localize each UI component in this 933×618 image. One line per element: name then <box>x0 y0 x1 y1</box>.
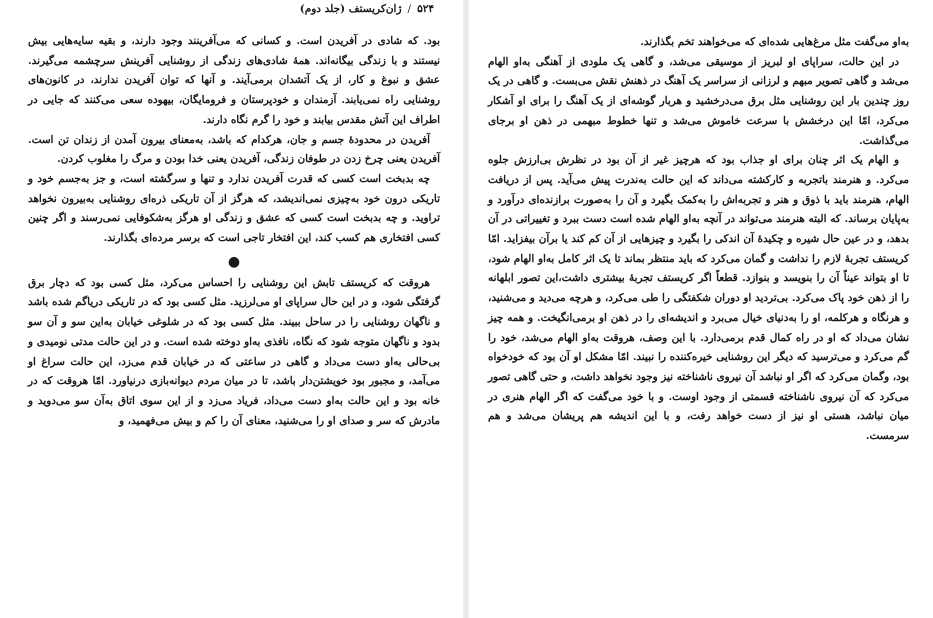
running-header <box>28 0 440 18</box>
paragraph: در این حالت، سراپای او لبریز از موسیقی می‌شد، و گاهی یک ملودی از آهنگی به‌او الهام می‌شد و گاهی تصویر مبهم و لرزانی از سراسر یک آهنگ در ذهنش نقش می‌بست. و گاهی در یک روز چندین بار این روشنایی مثل برق می‌درخشید و هربار گوشه‌ای از یک آهنگ را برای او آشکار می‌کرد، امّا این درخشش با سرعت خاموش می‌شد و تنها خطوط مبهمی در ذهن او برجای می‌گذاشت. <box>488 55 909 147</box>
section-divider: ● <box>227 253 241 270</box>
right-page-body <box>488 33 909 447</box>
paragraph: بود. که شادی در آفریدن است. و کسانی که می‌آفرینند وجود دارند، و بقیه سایه‌هایی بیش نیستند و با زندگی بیگانه‌اند. همهٔ شادی‌های زندگی از روشنایی آفرینش سرچشمه می‌گیرند. عشق و نبوغ و کار، از یک آتشدان برمی‌آیند. و آنها که توان آفریدن ندارند، در کانون‌های روشنایی راه نمی‌یابند. آزمندان و خودپرستان و فرومایگان، بیهوده سعی می‌کنند که جایی در اطراف این آتش مقدس بیابند و خود را گرم نگاه دارند. <box>28 35 440 126</box>
left-page-body <box>28 32 440 431</box>
paragraph: چه بدبخت است کسی که قدرت آفریدن ندارد و تنها و سرگشته است، و جز به‌جسم خود و تاریکی درون خود به‌چیزی نمی‌اندیشد، که هرگز از آن تاریکی ذره‌ای روشنایی به‌بیرون نخواهد تراوید. و چه بدبخت است کسی که عشق و زندگی او هرگز به‌شکوفایی نمی‌رسند و اگر چنین کسی افتخاری هم کسب کند، این افتخار تاجی است که برسر مرده‌ای بگذارند. <box>28 172 440 245</box>
paragraph: به‌او می‌گفت مثل مرغ‌هایی شده‌ای که می‌خواهند تخم بگذارند. <box>640 36 909 48</box>
right-page <box>466 0 933 618</box>
paragraph: هروقت که کریستف تابش این روشنایی را احساس می‌کرد، مثل کسی بود که دچار برق گرفتگی شود، و در این حال سراپای او می‌لرزید. مثل کسی بود که در تاریکی دریاگم شده باشد و ناگهان روشنایی را در ساحل ببیند. مثل کسی بود که در شلوغی خیابان به‌این سو و آن سو بدود و ناگهان متوجه شود که نگاه، نافذی به‌او دوخته شده است. و در این حالت مدتی نومیدی و بی‌حالی به‌او دست می‌داد و گاهی در ساعتی که در خیابان قدم می‌زد، این حالت سراغ او می‌آمد، و مجبور بود خویشتن‌دار باشد، تا در میان مردم دیوانه‌بازی درنیاورد. امّا هروقت که در خانه بود و این حالت به‌او دست می‌داد، فریاد می‌زد و از این سوی اتاق به‌آن سو می‌دوید و مادرش که سر و صدای او را می‌شنید، معنای آن را کم و بیش می‌فهمید، و <box>28 276 440 427</box>
left-page <box>0 0 466 618</box>
header-separator: / <box>407 3 412 15</box>
page-number: ۵۲۴ <box>417 3 434 15</box>
paragraph: و الهام یک اثر چنان برای او جذاب بود که هرچیز غیر از آن بود در نظرش بی‌ارزش جلوه می‌کرد. و هنرمند باتجربه و کارکشته می‌داند که این حالت به‌ندرت پیش می‌آید. پس از دریافت الهام، هنرمند باید با ذوق و هنر و تجربه‌اش را به‌کمک بگیرد و آن را به‌صورت برازنده‌ای درآورد و به‌پایان برساند. که البته هنرمند می‌تواند در آنچه به‌او الهام شده است دست ببرد و تغییراتی در آن بدهد، و در عین حال شیره و چکیدهٔ آن اندکی را بگیرد و چیزهایی از آن کم کند یا برآن بیفزاید. امّا کریستف تجربهٔ لازم را نداشت و گمان می‌کرد که باید منتظر بماند تا یک اثر کامل به‌او الهام شود، تا او بتواند عیناً آن را بنویسد و بنوازد. قطعاً اگر کریستف تجربهٔ بیشتری داشت،این تصور ابلهانه را از ذهن خود پاک می‌کرد. بی‌تردید او دوران شکفتگی را طی می‌کرد، و هرچه می‌دید و می‌شنید، و هرنگاه و هرکلمه، او را به‌دنیای خیال می‌برد و اندیشه‌ای را در ذهن او برمی‌انگیخت. و همه چیز نشان می‌داد که او در راه کمال قدم برمی‌دارد. با این وصف، هروقت به‌او الهام می‌شد، خود را گم می‌کرد و می‌ترسید که دیگر این روشنایی خیره‌کننده را نبیند. امّا مشکل او آن بود که خودخواه بود، وگمان می‌کرد که اگر او نباشد آن نیروی ناشناخته نیز وجود نخواهد داشت، و حتی گاهی تصور می‌کرد که آن نیروی ناشناخته قسمتی از وجود اوست. و با خود می‌گفت که اگر الهام هنری در میان نباشد، هستی او نیز از دست خواهد رفت، و با این اندیشه هم پریشان می‌شد و هم سرمست. <box>488 154 909 443</box>
running-title: ژان‌کریستف (جلد دوم) <box>299 3 402 15</box>
paragraph: آفریدن در محدودهٔ جسم و جان، هرکدام که باشد، به‌معنای بیرون آمدن از زندان تن است. آفریدن یعنی چرخ زدن در طوفان زندگی، آفریدن یعنی خدا بودن و مرگ را مغلوب کردن. <box>28 133 440 166</box>
